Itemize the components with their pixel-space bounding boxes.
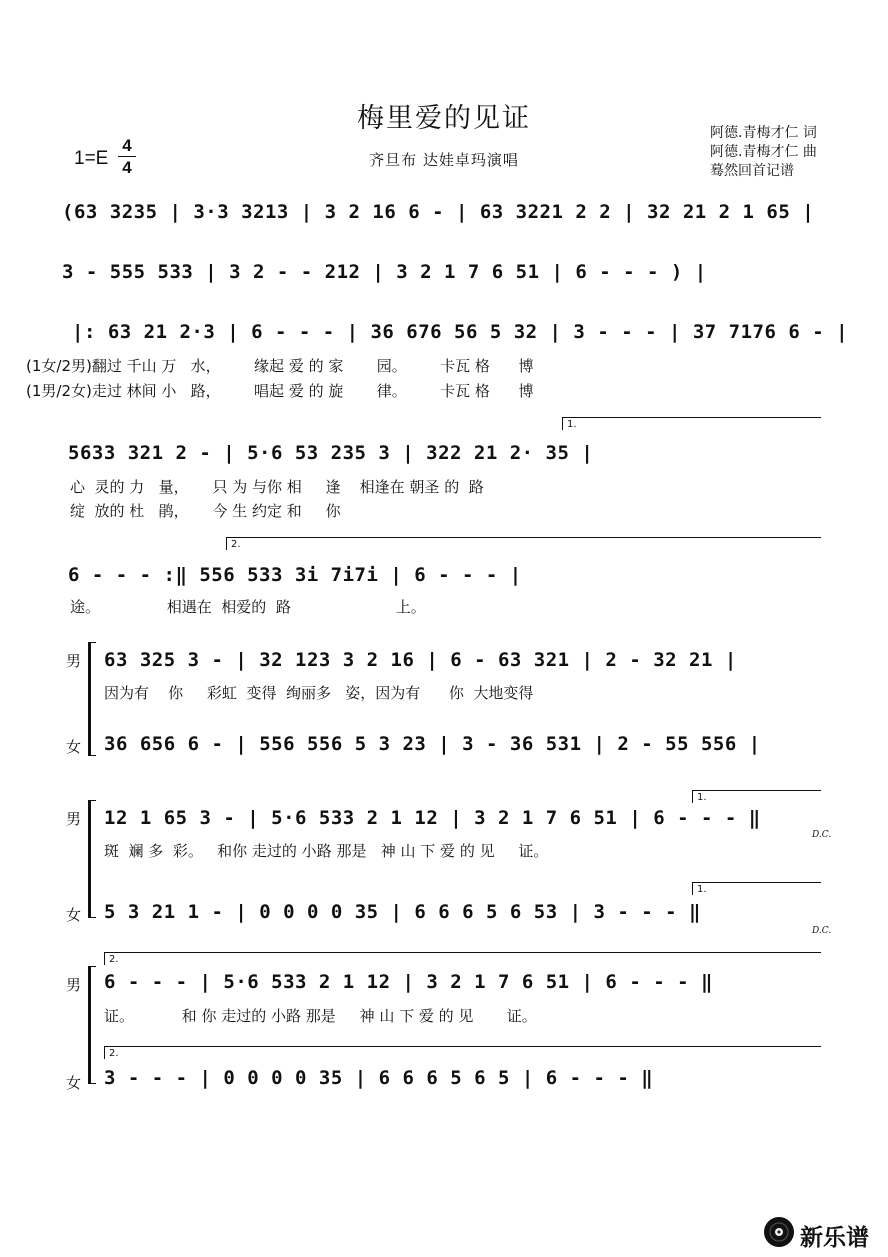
volta-bracket-male-1: 1. bbox=[692, 790, 821, 803]
volta-bracket-1 bbox=[562, 417, 821, 430]
lyric-row-5: 途。 相遇在 相爱的 路 上。 bbox=[70, 598, 426, 616]
dc-marking: D.C. bbox=[812, 926, 832, 936]
volta-bracket-female-2: 2. bbox=[104, 1046, 821, 1059]
male-notation-row-8: 6 - - - | 5·6 533 2 1 12 | 3 2 1 7 6 51 | 6 - - - ‖ bbox=[104, 971, 713, 993]
notation-row-5: 6 - - - :‖ 556 533 3i 7i7i | 6 - - - | bbox=[68, 564, 522, 586]
volta-bracket-female-1: 1. bbox=[692, 882, 821, 895]
composer-credit: 阿德.青梅才仁 曲 bbox=[710, 144, 817, 160]
lyric-row-4-verse-1: 心 灵的 力 量， 只 为 与你 相 逢 相逢在 朝圣 的 路 bbox=[70, 478, 484, 496]
male-notation-row-6: 63 325 3 - | 32 123 3 2 16 | 6 - 63 321 | 2 - 32 21 | bbox=[104, 649, 737, 671]
lyric-row-3-verse-1: (1女/2男)翻过 千山 万 水， 缘起 爱 的 家 园。 卡瓦 格 博 bbox=[26, 357, 534, 375]
female-part-label: 女 bbox=[66, 906, 82, 924]
female-notation-row-6: 36 656 6 - | 556 556 5 3 23 | 3 - 36 531 | 2 - 55 556 | bbox=[104, 733, 761, 755]
volta-bracket-2 bbox=[226, 537, 821, 550]
system-brace-2 bbox=[88, 800, 96, 918]
time-signature-top: 4 bbox=[122, 136, 132, 155]
performers: 齐旦布 达娃卓玛演唱 bbox=[369, 151, 519, 169]
female-part-label: 女 bbox=[66, 738, 82, 756]
transcriber-credit: 蓦然回首记谱 bbox=[710, 163, 794, 179]
time-signature-bottom: 4 bbox=[122, 158, 132, 177]
notation-row-4: 5633 321 2 - | 5·6 53 235 3 | 322 21 2· 35 | bbox=[68, 442, 594, 464]
notation-row-3: |: 63 21 2·3 | 6 - - - | 36 676 56 5 32 | 3 - - - | 37 7176 6 - | bbox=[72, 321, 849, 343]
key-signature: 1=E bbox=[74, 148, 109, 169]
volta-bracket-male-2: 2. bbox=[104, 952, 821, 965]
lyricist-credit: 阿德.青梅才仁 词 bbox=[710, 125, 817, 141]
dc-marking: D.C. bbox=[812, 830, 832, 840]
system-brace-3 bbox=[88, 966, 96, 1084]
notation-row-1: (63 3235 | 3·3 3213 | 3 2 16 6 - | 63 3221 2 2 | 32 21 2 1 65 | bbox=[62, 201, 815, 223]
volta-1-label: 1. bbox=[567, 419, 577, 430]
male-part-label: 男 bbox=[66, 810, 82, 828]
male-part-label: 男 bbox=[66, 652, 82, 670]
male-part-label: 男 bbox=[66, 976, 82, 994]
system-brace-1 bbox=[88, 642, 96, 756]
lyric-row-3-verse-2: (1男/2女)走过 林间 小 路， 唱起 爱 的 旋 律。 卡瓦 格 博 bbox=[26, 382, 534, 400]
male-lyric-row-8: 证。 和 你 走过的 小路 那是 神 山 下 爱 的 见 证。 bbox=[104, 1007, 537, 1025]
lyric-row-4-verse-2: 绽 放的 杜 鹃， 今 生 约定 和 你 bbox=[70, 502, 341, 520]
volta-2-label: 2. bbox=[231, 539, 241, 550]
female-notation-row-8: 3 - - - | 0 0 0 0 35 | 6 6 6 5 6 5 | 6 - - - ‖ bbox=[104, 1067, 654, 1089]
male-notation-row-7: 12 1 65 3 - | 5·6 533 2 1 12 | 3 2 1 7 6 51 | 6 - - - ‖ bbox=[104, 807, 761, 829]
female-part-label: 女 bbox=[66, 1074, 82, 1092]
male-lyric-row-7: 斑 斓 多 彩。 和你 走过的 小路 那是 神 山 下 爱 的 见 证。 bbox=[104, 842, 549, 860]
notation-row-2: 3 - 555 533 | 3 2 - - 212 | 3 2 1 7 6 51 | 6 - - - ) | bbox=[62, 261, 707, 283]
male-lyric-row-6: 因为有 你 彩虹 变得 绚丽多 姿，因为有 你 大地变得 bbox=[104, 684, 534, 702]
site-logo-text: 新乐谱 bbox=[800, 1225, 869, 1251]
female-notation-row-7: 5 3 21 1 - | 0 0 0 0 35 | 6 6 6 5 6 53 | 3 - - - ‖ bbox=[104, 901, 701, 923]
vinyl-record-icon bbox=[764, 1217, 794, 1247]
score-title: 梅里爱的见证 bbox=[357, 103, 531, 134]
